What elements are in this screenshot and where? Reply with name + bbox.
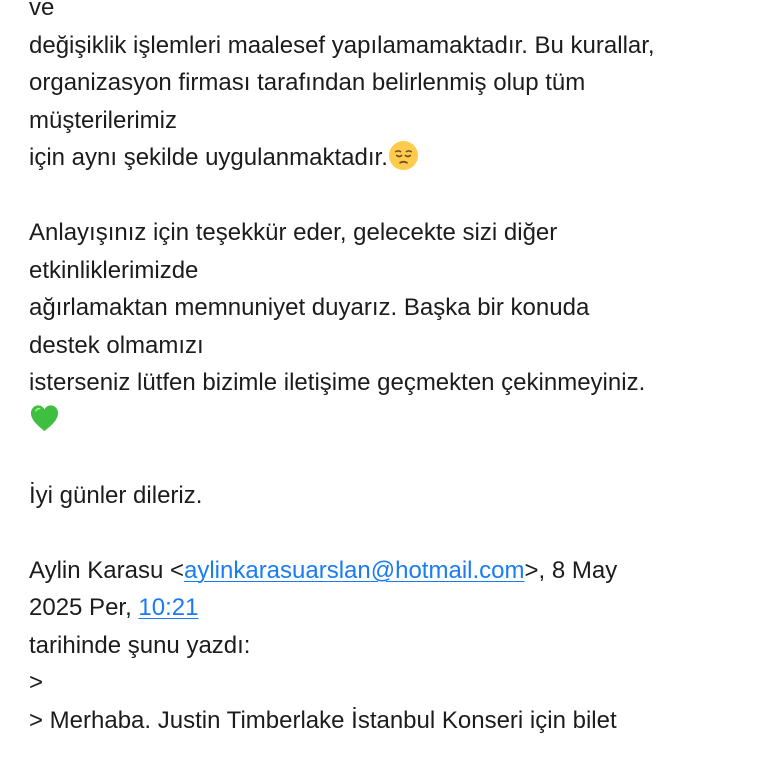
blank-line xyxy=(29,439,749,477)
blank-line xyxy=(29,177,749,215)
body-line: ağırlamaktan memnuniyet duyarız. Başka bir konuda xyxy=(29,294,590,321)
body-line: İyi günler dileriz. xyxy=(29,481,203,509)
body-line: müşterilerimiz xyxy=(29,106,178,134)
pensive-face-emoji-icon xyxy=(388,140,419,171)
sender-email-link[interactable]: aylinkarasuarslan@hotmail.com xyxy=(183,556,525,584)
body-line: isterseniz lütfen bizimle iletişime geçmekten çekinmeyiniz. xyxy=(29,369,646,396)
quote-sender-name: Aylin Karasu < xyxy=(29,556,184,584)
body-line xyxy=(29,402,749,440)
quote-date-part: >, 8 May xyxy=(524,556,618,584)
blank-line xyxy=(29,514,749,552)
body-line: değişiklik işlemleri maalesef yapılamamaktadır. Bu kurallar, xyxy=(29,31,655,59)
quote-date-prefix: 2025 Per, xyxy=(29,594,139,621)
body-line: organizasyon firması tarafından belirlenmiş olup tüm xyxy=(29,69,586,96)
quote-wrote-line: tarihinde şunu yazdı: xyxy=(29,631,251,659)
body-line: ve xyxy=(29,0,55,21)
body-line-text: için aynı şekilde uygulanmaktadır. xyxy=(29,144,388,171)
body-line: Anlayışınız için teşekkür eder, gelecekte sizi diğer xyxy=(29,219,558,246)
quoted-line: > Merhaba. Justin Timberlake İstanbul Konseri için bilet xyxy=(29,706,617,734)
quote-time-link[interactable]: 10:21 xyxy=(138,594,199,621)
quote-header-line xyxy=(29,552,749,590)
quoted-line: > xyxy=(29,669,44,696)
body-line xyxy=(29,139,749,177)
body-line: destek olmamızı xyxy=(29,331,204,359)
body-line: etkinliklerimizde xyxy=(29,256,199,284)
quote-date-line xyxy=(29,589,749,627)
green-heart-emoji-icon xyxy=(29,403,60,434)
email-body xyxy=(29,0,749,739)
